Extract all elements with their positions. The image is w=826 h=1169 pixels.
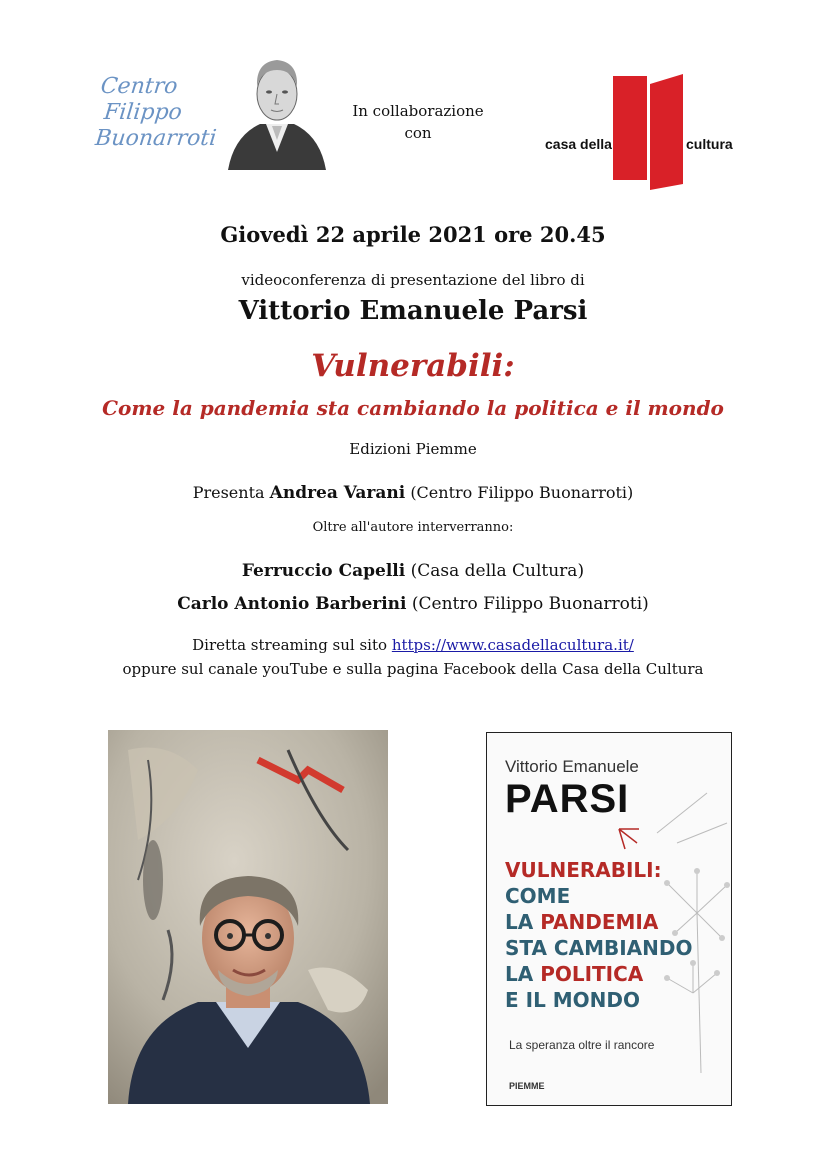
centro-buonarroti-logo — [94, 74, 222, 152]
book-cover-title-line — [505, 909, 730, 935]
logo-line-3: Buonarroti — [94, 126, 218, 151]
collab-line-2: con — [404, 124, 432, 142]
logo-line-2: Filippo — [102, 100, 184, 125]
presenter-line — [0, 483, 826, 503]
collaboration-note — [336, 100, 500, 144]
title-part: LA — [505, 962, 541, 986]
book-cover-tagline: La speranza oltre il rancore — [509, 1038, 655, 1052]
speaker-org: (Centro Filippo Buonarroti) — [411, 594, 649, 614]
casa-della-cultura-logo — [545, 70, 745, 195]
logo-line-1: Centro — [99, 74, 179, 99]
book-cover-title-line — [505, 883, 730, 909]
cdc-logo-text-left: casa della — [545, 136, 612, 152]
publisher: Edizioni Piemme — [349, 440, 477, 458]
book-cover-author-first: Vittorio Emanuele — [505, 757, 639, 776]
collab-line-1: In collaborazione — [352, 102, 484, 120]
book-cover-title-line — [505, 857, 730, 883]
speaker-org: (Casa della Cultura) — [410, 561, 585, 581]
streaming-prefix: Diretta streaming sul sito — [192, 636, 388, 654]
book-cover-publisher: PIEMME — [509, 1081, 545, 1091]
book-cover — [486, 732, 732, 1106]
event-intro: videoconferenza di presentazione del libro di — [241, 271, 585, 289]
title-red-part: POLITICA — [540, 962, 644, 986]
presenter-prefix: Presenta — [192, 483, 265, 502]
book-title: Vulnerabili: — [311, 348, 515, 384]
speaker-line — [0, 561, 826, 581]
book-cover-title-line — [505, 987, 730, 1013]
author-photo — [108, 730, 388, 1104]
title-red-part: VULNERABILI: — [505, 858, 662, 882]
title-part: LA — [505, 910, 541, 934]
streaming-alternatives: oppure sul canale youTube e sulla pagina Facebook della Casa della Cultura — [122, 660, 704, 678]
author-name: Vittorio Emanuele Parsi — [238, 296, 588, 326]
cdc-logo-text-right: cultura — [686, 136, 733, 152]
speaker-name: Carlo Antonio Barberini — [177, 594, 407, 614]
title-red-part: PANDEMIA — [540, 910, 659, 934]
title-part: COME — [505, 884, 571, 908]
speakers-intro: Oltre all'autore interverranno: — [312, 520, 514, 535]
book-cover-author-last: PARSI — [505, 777, 630, 821]
book-subtitle: Come la pandemia sta cambiando la politica e il mondo — [102, 396, 724, 420]
streaming-link[interactable]: https://www.casadellacultura.it/ — [391, 636, 634, 654]
book-cover-title — [505, 857, 730, 1013]
title-part: STA CAMBIANDO — [505, 936, 693, 960]
title-part: E IL MONDO — [505, 988, 641, 1012]
speaker-line — [0, 594, 826, 614]
book-cover-title-line — [505, 935, 730, 961]
presenter-name: Andrea Varani — [269, 483, 406, 503]
speaker-name: Ferruccio Capelli — [241, 561, 406, 581]
portrait-engraving-image — [226, 52, 328, 172]
event-date: Giovedì 22 aprile 2021 ore 20.45 — [220, 222, 606, 247]
book-cover-title-line — [505, 961, 730, 987]
presenter-org: (Centro Filippo Buonarroti) — [410, 483, 634, 502]
streaming-line — [0, 636, 826, 654]
